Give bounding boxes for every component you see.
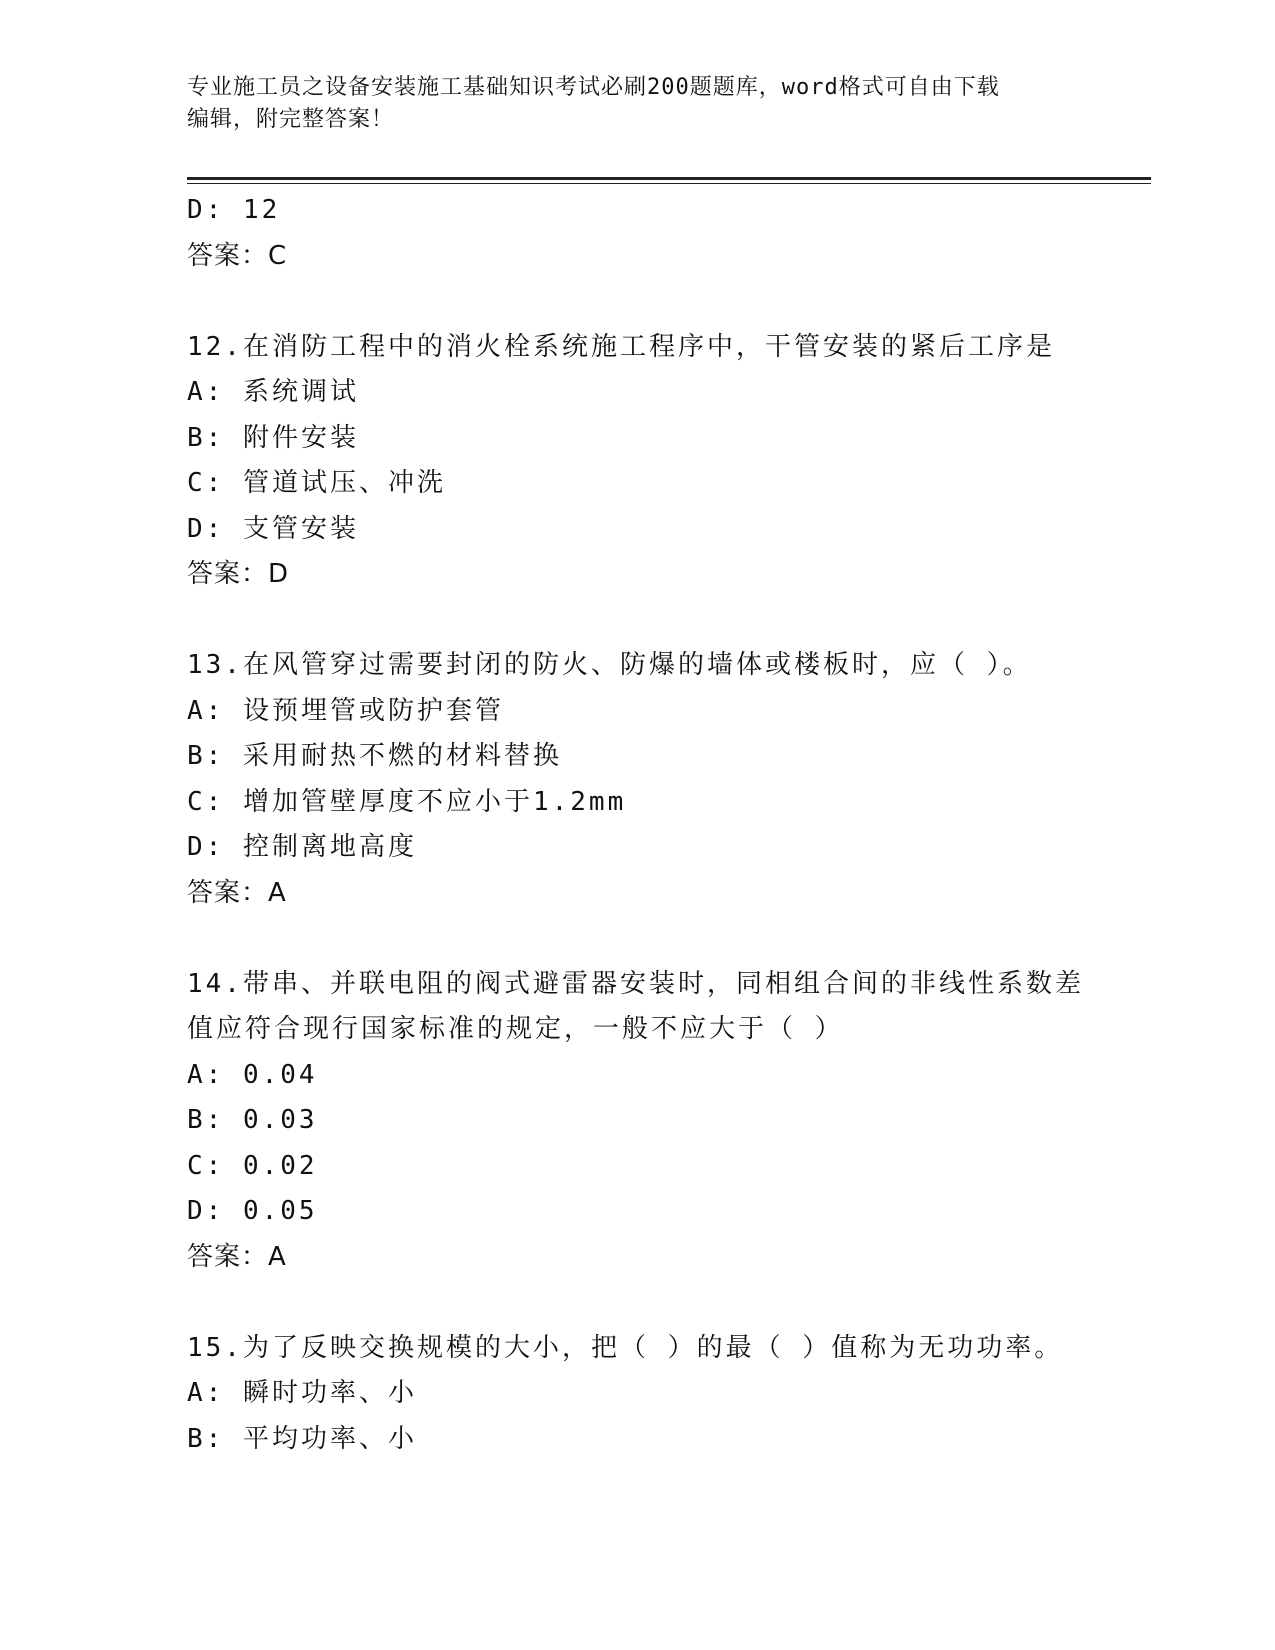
option-b: B: 采用耐热不燃的材料替换 (187, 741, 562, 771)
option-a: A: 瞬时功率、小 (187, 1378, 417, 1408)
option-b: B: 附件安装 (187, 422, 359, 453)
option-a: A: 0.04 (187, 1059, 318, 1090)
spacer (187, 598, 1127, 644)
header-title-line-2: 编辑，附完整答案！ (187, 107, 395, 132)
option-d: D: 支管安装 (187, 513, 359, 544)
header-divider-thin (187, 183, 1151, 184)
header-divider-thick (187, 177, 1151, 180)
option-d: D: 控制离地高度 (187, 832, 417, 862)
question-stem-line-1: 14.带串、并联电阻的阀式避雷器安装时，同相组合间的非线性系数差 (187, 968, 1084, 999)
option-b: B: 0.03 (187, 1105, 318, 1135)
option-a: A: 设预埋管或防护套管 (187, 695, 504, 726)
spacer (187, 916, 1127, 962)
question-15 (187, 1326, 1127, 1463)
question-11-continued (187, 188, 1127, 279)
spacer (187, 279, 1127, 325)
option-d: D: 0.05 (187, 1196, 318, 1226)
answer-line: 答案：A (187, 1241, 287, 1272)
question-stem: 13.在风管穿过需要封闭的防火、防爆的墙体或楼板时，应（ ）。 (187, 650, 1032, 680)
question-stem: 15.为了反映交换规模的大小，把（ ）的最（ ）值称为无功功率。 (187, 1332, 1064, 1363)
answer-line: 答案：A (187, 877, 287, 908)
option-c: C: 管道试压、冲洗 (187, 468, 446, 498)
question-list (187, 188, 1127, 1462)
question-13 (187, 643, 1127, 916)
question-14 (187, 962, 1127, 1281)
question-stem-line-2: 值应符合现行国家标准的规定，一般不应大于（ ） (187, 1014, 844, 1044)
option-c: C: 0.02 (187, 1150, 318, 1181)
spacer (187, 1280, 1127, 1326)
option-a: A: 系统调试 (187, 377, 359, 407)
header-title-line-1: 专业施工员之设备安装施工基础知识考试必刷200题题库，word格式可自由下载 (187, 75, 1000, 100)
option-d: D: 12 (187, 195, 281, 225)
option-b: B: 平均功率、小 (187, 1423, 417, 1454)
document-header (187, 72, 1087, 136)
answer-line: 答案：C (187, 240, 288, 271)
answer-line: 答案：D (187, 559, 290, 589)
question-stem: 12.在消防工程中的消火栓系统施工程序中，干管安装的紧后工序是 (187, 331, 1055, 362)
option-c: C: 增加管壁厚度不应小于1.2mm (187, 786, 627, 817)
question-12 (187, 325, 1127, 598)
